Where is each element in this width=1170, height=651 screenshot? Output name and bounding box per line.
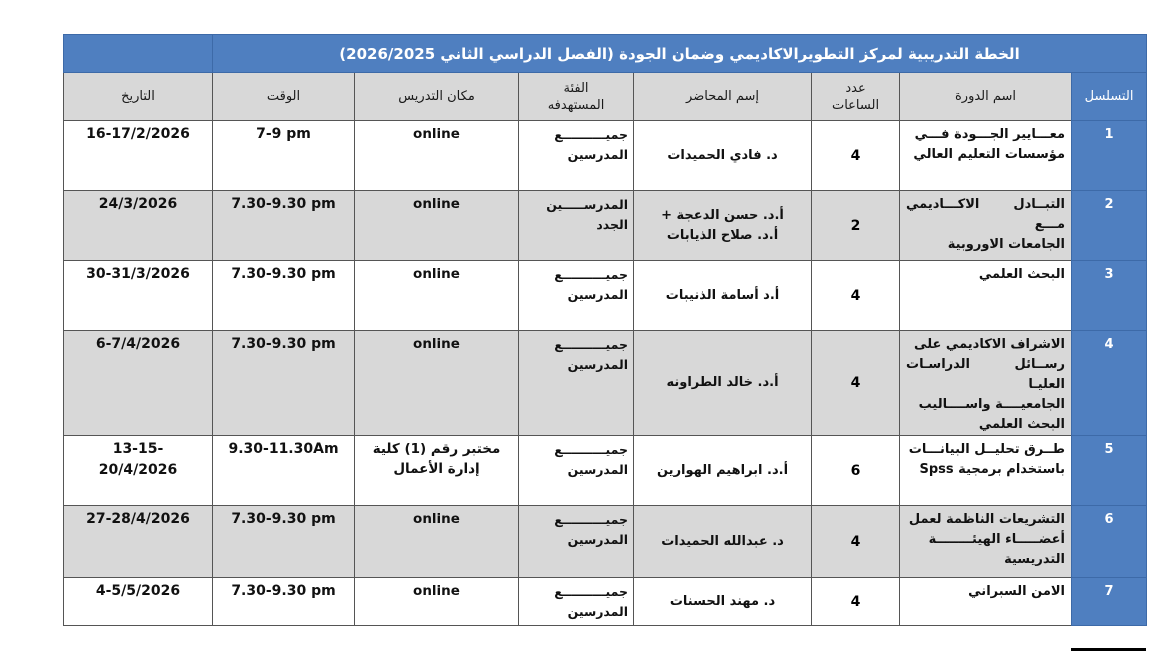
cell-target-line: جميــــــــــع: [554, 337, 629, 352]
header-seq: التسلسل: [1072, 73, 1147, 121]
cell-seq: 1: [1072, 121, 1147, 191]
cell-lecturer-line: أ.د. صلاح الذيابات: [666, 227, 779, 243]
cell-target-line: المدرسين: [567, 147, 629, 162]
cell-course: [900, 578, 1072, 626]
header-hours-line1: عدد: [845, 80, 866, 96]
cell-lecturer-line: د. مهند الحسنات: [669, 593, 776, 609]
cell-seq: 5: [1072, 436, 1147, 506]
header-hours: [812, 73, 900, 121]
cell-hours: 4: [812, 578, 900, 626]
cell-date: [64, 261, 213, 331]
cell-place-line: online: [413, 336, 460, 352]
cell-course: [900, 436, 1072, 506]
table-row: [64, 121, 1147, 191]
table-title: الخطة التدريبية لمركز التطويرالاكاديمي وضمان الجودة (الفصل الدراسي الثاني 2026/2025): [213, 35, 1147, 73]
cell-seq: 4: [1072, 331, 1147, 436]
header-lecturer: إسم المحاضر: [634, 73, 812, 121]
cell-time: 7.30-9.30 pm: [213, 261, 355, 331]
cell-date: [64, 121, 213, 191]
cell-place-line: مختبر رقم (1) كلية: [372, 441, 501, 457]
cell-target: [519, 331, 634, 436]
cell-target: [519, 121, 634, 191]
cell-place-line: online: [413, 266, 460, 282]
cell-lecturer-line: أ.د. حسن الدعجة +: [661, 207, 784, 223]
cell-course-line: الجامعيــــة واســــاليب: [918, 397, 1066, 412]
header-target-line2: المستهدفه: [547, 97, 605, 113]
cell-target-line: جميــــــــــع: [554, 442, 629, 457]
cell-lecturer-line: أ.د أسامة الذنيبات: [665, 287, 780, 303]
cell-seq: 6: [1072, 506, 1147, 578]
cell-course-line: التبــادل الاكـــاديمي مـــع: [906, 197, 1066, 232]
table-row: [64, 578, 1147, 626]
cell-date-line: 27-28/4/2026: [86, 511, 190, 527]
cell-target-line: المدرسين: [567, 532, 629, 547]
cell-target-line: المدرسين: [567, 357, 629, 372]
training-plan-table-wrapper: [63, 34, 1146, 626]
cell-course: [900, 261, 1072, 331]
cell-target: [519, 261, 634, 331]
cell-time: 9.30-11.30Am: [213, 436, 355, 506]
cell-lecturer: [634, 191, 812, 261]
cell-place: [355, 436, 519, 506]
cell-lecturer-line: أ.د. خالد الطراونه: [666, 375, 779, 390]
cell-target-line: الجدد: [596, 217, 629, 232]
header-place: مكان التدريس: [355, 73, 519, 121]
cell-course: [900, 121, 1072, 191]
cell-time: 7.30-9.30 pm: [213, 191, 355, 261]
cell-date-line: 13-15-: [112, 441, 164, 457]
cell-place-line: إدارة الأعمال: [393, 461, 480, 477]
table-row: [64, 191, 1147, 261]
header-target-line1: الفئة: [563, 80, 589, 96]
cell-course-line: مؤسسات التعليم العالي: [913, 147, 1066, 162]
cell-date: [64, 331, 213, 436]
header-date: التاريخ: [64, 73, 213, 121]
cell-course-line: رســائل الدراسـات العليـا: [906, 357, 1066, 392]
cell-place: [355, 578, 519, 626]
cell-hours: 2: [812, 191, 900, 261]
cell-target-line: المدرسين: [567, 604, 629, 619]
cell-place: [355, 261, 519, 331]
cell-place: [355, 121, 519, 191]
cell-place-line: online: [413, 126, 460, 142]
cell-lecturer-line: د. عبدالله الحميدات: [661, 533, 784, 549]
cell-target: [519, 191, 634, 261]
cell-seq: 3: [1072, 261, 1147, 331]
cell-date-line: 30-31/3/2026: [86, 266, 190, 282]
title-corner-cell: [64, 35, 213, 73]
header-course: اسم الدورة: [900, 73, 1072, 121]
cell-target-line: المدرسين: [567, 287, 629, 302]
cell-lecturer: [634, 436, 812, 506]
cell-time: 7.30-9.30 pm: [213, 506, 355, 578]
table-row: [64, 331, 1147, 436]
cell-hours: 6: [812, 436, 900, 506]
table-header-row: [64, 73, 1147, 121]
header-hours-line2: الساعات: [831, 97, 880, 113]
cell-place: [355, 331, 519, 436]
cell-target-line: جميــــــــــع: [554, 127, 629, 142]
cell-time: 7.30-9.30 pm: [213, 578, 355, 626]
cell-date: [64, 506, 213, 578]
table-title-row: [64, 35, 1147, 73]
cell-lecturer-line: أ.د. ابراهيم الهوارين: [656, 462, 789, 478]
cell-hours: 4: [812, 121, 900, 191]
cell-course-line: معـــايير الجـــودة فـــي: [914, 127, 1066, 142]
table-row: [64, 436, 1147, 506]
cell-target-line: جميــــــــــع: [554, 512, 629, 527]
cell-date-line: 20/4/2026: [98, 462, 178, 478]
table-row: [64, 261, 1147, 331]
cell-target-line: جميــــــــــع: [554, 267, 629, 282]
cell-date-line: 16-17/2/2026: [86, 126, 190, 142]
cell-hours: 4: [812, 506, 900, 578]
cell-date-line: 24/3/2026: [98, 196, 178, 212]
cell-course-line: الامن السبراني: [968, 584, 1066, 599]
cell-lecturer: [634, 261, 812, 331]
cell-target: [519, 436, 634, 506]
cell-target-line: جميــــــــــع: [554, 584, 629, 599]
cell-lecturer: [634, 578, 812, 626]
cell-hours: 4: [812, 261, 900, 331]
header-time: الوقت: [213, 73, 355, 121]
cell-course-line: باستخدام برمجية Spss: [919, 462, 1066, 477]
cell-place-line: online: [413, 511, 460, 527]
cell-hours: 4: [812, 331, 900, 436]
cell-lecturer: [634, 506, 812, 578]
cell-course-line: أعضـــــاء الهيئــــــــة: [928, 532, 1066, 547]
cell-course-line: الجامعات الاوروبية: [947, 237, 1066, 252]
cell-time: 7-9 pm: [213, 121, 355, 191]
cell-date: [64, 191, 213, 261]
cell-course-line: طــرق تحليــل البيانـــات: [908, 442, 1066, 457]
cell-lecturer: [634, 331, 812, 436]
cell-target: [519, 506, 634, 578]
cell-course: [900, 191, 1072, 261]
cell-course: [900, 506, 1072, 578]
cell-target-line: المدرســـــين: [546, 197, 629, 212]
cell-lecturer-line: د. فادي الحميدات: [667, 147, 778, 163]
cell-place-line: online: [413, 196, 460, 212]
cell-course-line: البحث العلمي: [978, 267, 1066, 282]
cell-date: [64, 436, 213, 506]
cell-date-line: 6-7/4/2026: [95, 336, 181, 352]
header-target: [519, 73, 634, 121]
cell-course-line: التدريسية: [1004, 552, 1066, 567]
cell-date: [64, 578, 213, 626]
table-row: [64, 506, 1147, 578]
cell-course: [900, 331, 1072, 436]
cell-course-line: الاشراف الاكاديمي على: [914, 337, 1066, 352]
cell-time: 7.30-9.30 pm: [213, 331, 355, 436]
cell-course-line: التشريعات الناظمة لعمل: [908, 512, 1066, 527]
cell-seq: 7: [1072, 578, 1147, 626]
cell-place: [355, 506, 519, 578]
cell-seq: 2: [1072, 191, 1147, 261]
cell-target-line: المدرسين: [567, 462, 629, 477]
cell-lecturer: [634, 121, 812, 191]
cell-date-line: 4-5/5/2026: [95, 583, 181, 599]
cell-course-line: البحث العلمي: [978, 417, 1066, 432]
cell-target: [519, 578, 634, 626]
cell-place: [355, 191, 519, 261]
training-plan-table: [63, 34, 1147, 626]
cell-place-line: online: [413, 583, 460, 599]
